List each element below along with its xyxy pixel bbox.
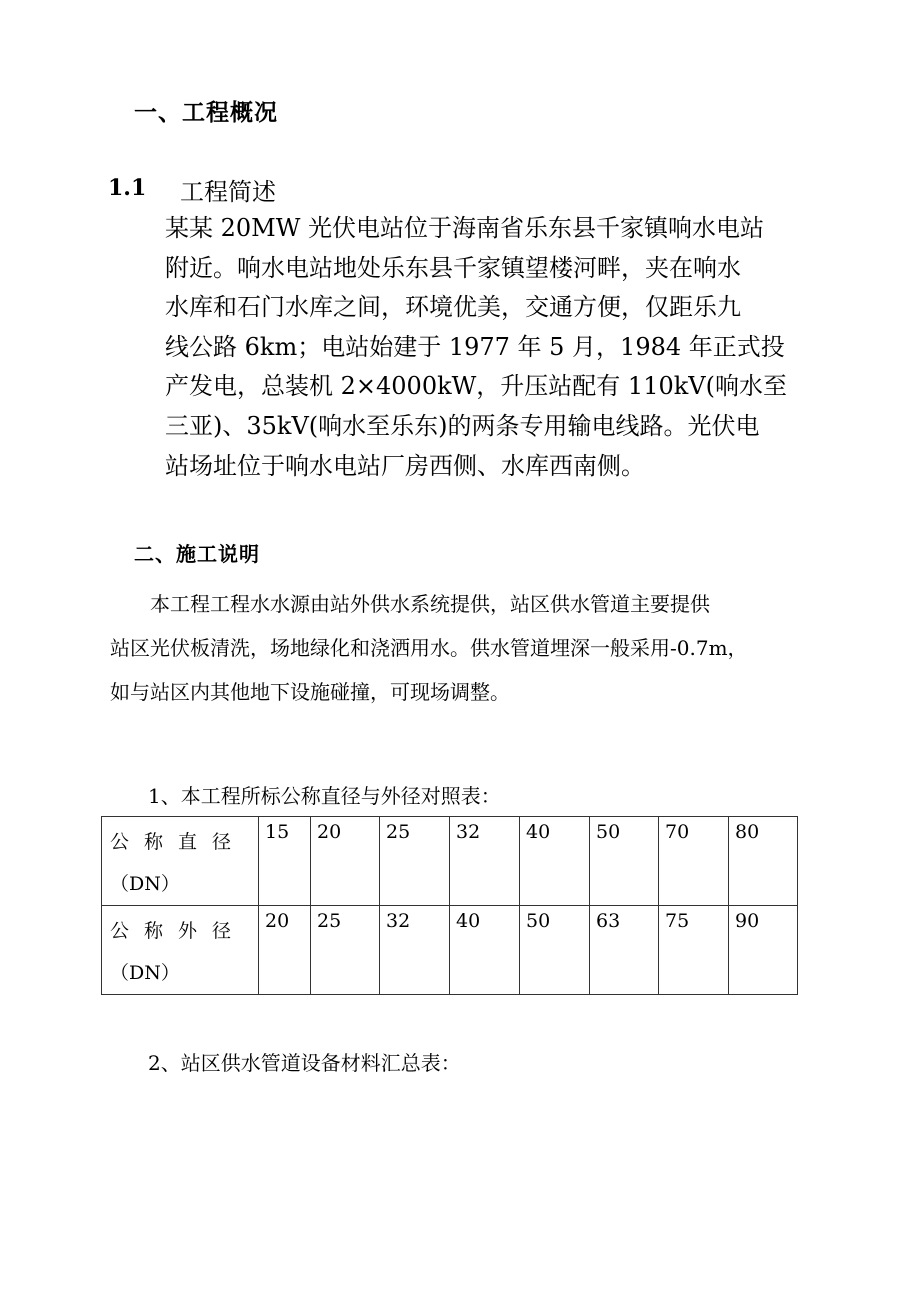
description-line: 三亚)、35kV(响水至乐东)的两条专用输电线路。光伏电 [165,411,760,440]
table-cell: 63 [590,906,659,995]
heading-construction-notes: 二、施工说明 [134,542,260,566]
row-header-unit: （DN） [110,873,180,895]
row-header [102,817,259,906]
description-line: 线公路 6km；电站始建于 1977 年 5 月，1984 年正式投 [165,332,785,361]
table-cell: 75 [659,906,729,995]
table-cell: 20 [311,817,380,906]
table-row [102,906,798,995]
table-row [102,817,798,906]
table-cell: 20 [259,906,311,995]
summary-caption: 2、站区供水管道设备材料汇总表： [148,1051,461,1075]
table-cell: 80 [729,817,798,906]
row-header [102,906,259,995]
table-cell: 15 [259,817,311,906]
description-line: 附近。响水电站地处乐东县千家镇望楼河畔，夹在响水 [165,253,741,282]
construction-line: 本工程工程水水源由站外供水系统提供，站区供水管道主要提供 [110,592,710,616]
diameter-table [101,816,798,995]
table-cell: 32 [380,906,450,995]
construction-paragraph [110,582,830,714]
construction-line: 站区光伏板清洗，场地绿化和浇洒用水。供水管道埋深一般采用-0.7m， [110,636,748,660]
row-header-unit: （DN） [110,962,180,984]
project-description [165,209,825,486]
table-cell: 40 [450,906,520,995]
construction-line: 如与站区内其他地下设施碰撞，可现场调整。 [110,680,510,704]
table-caption: 1、本工程所标公称直径与外径对照表： [148,784,501,808]
table-cell: 70 [659,817,729,906]
row-header-line: 公称直径 [110,831,247,853]
table-cell: 25 [311,906,380,995]
heading-project-overview: 一、工程概况 [134,99,278,126]
description-line: 站场址位于响水电站厂房西侧、水库西南侧。 [165,451,645,480]
table-cell: 32 [450,817,520,906]
table-cell: 90 [729,906,798,995]
table-cell: 50 [520,906,590,995]
description-line: 水库和石门水库之间，环境优美，交通方便，仅距乐九 [165,293,741,322]
table-cell: 40 [520,817,590,906]
row-header-line: 公称外径 [110,920,247,942]
section-title: 工程简述 [180,178,276,206]
table-cell: 25 [380,817,450,906]
description-line: 某某 20MW 光伏电站位于海南省乐东县千家镇响水电站 [165,214,765,242]
description-line: 产发电，总装机 2×4000kW，升压站配有 110kV(响水至 [165,372,787,401]
table-cell: 50 [590,817,659,906]
section-number: 1.1 [108,175,147,201]
